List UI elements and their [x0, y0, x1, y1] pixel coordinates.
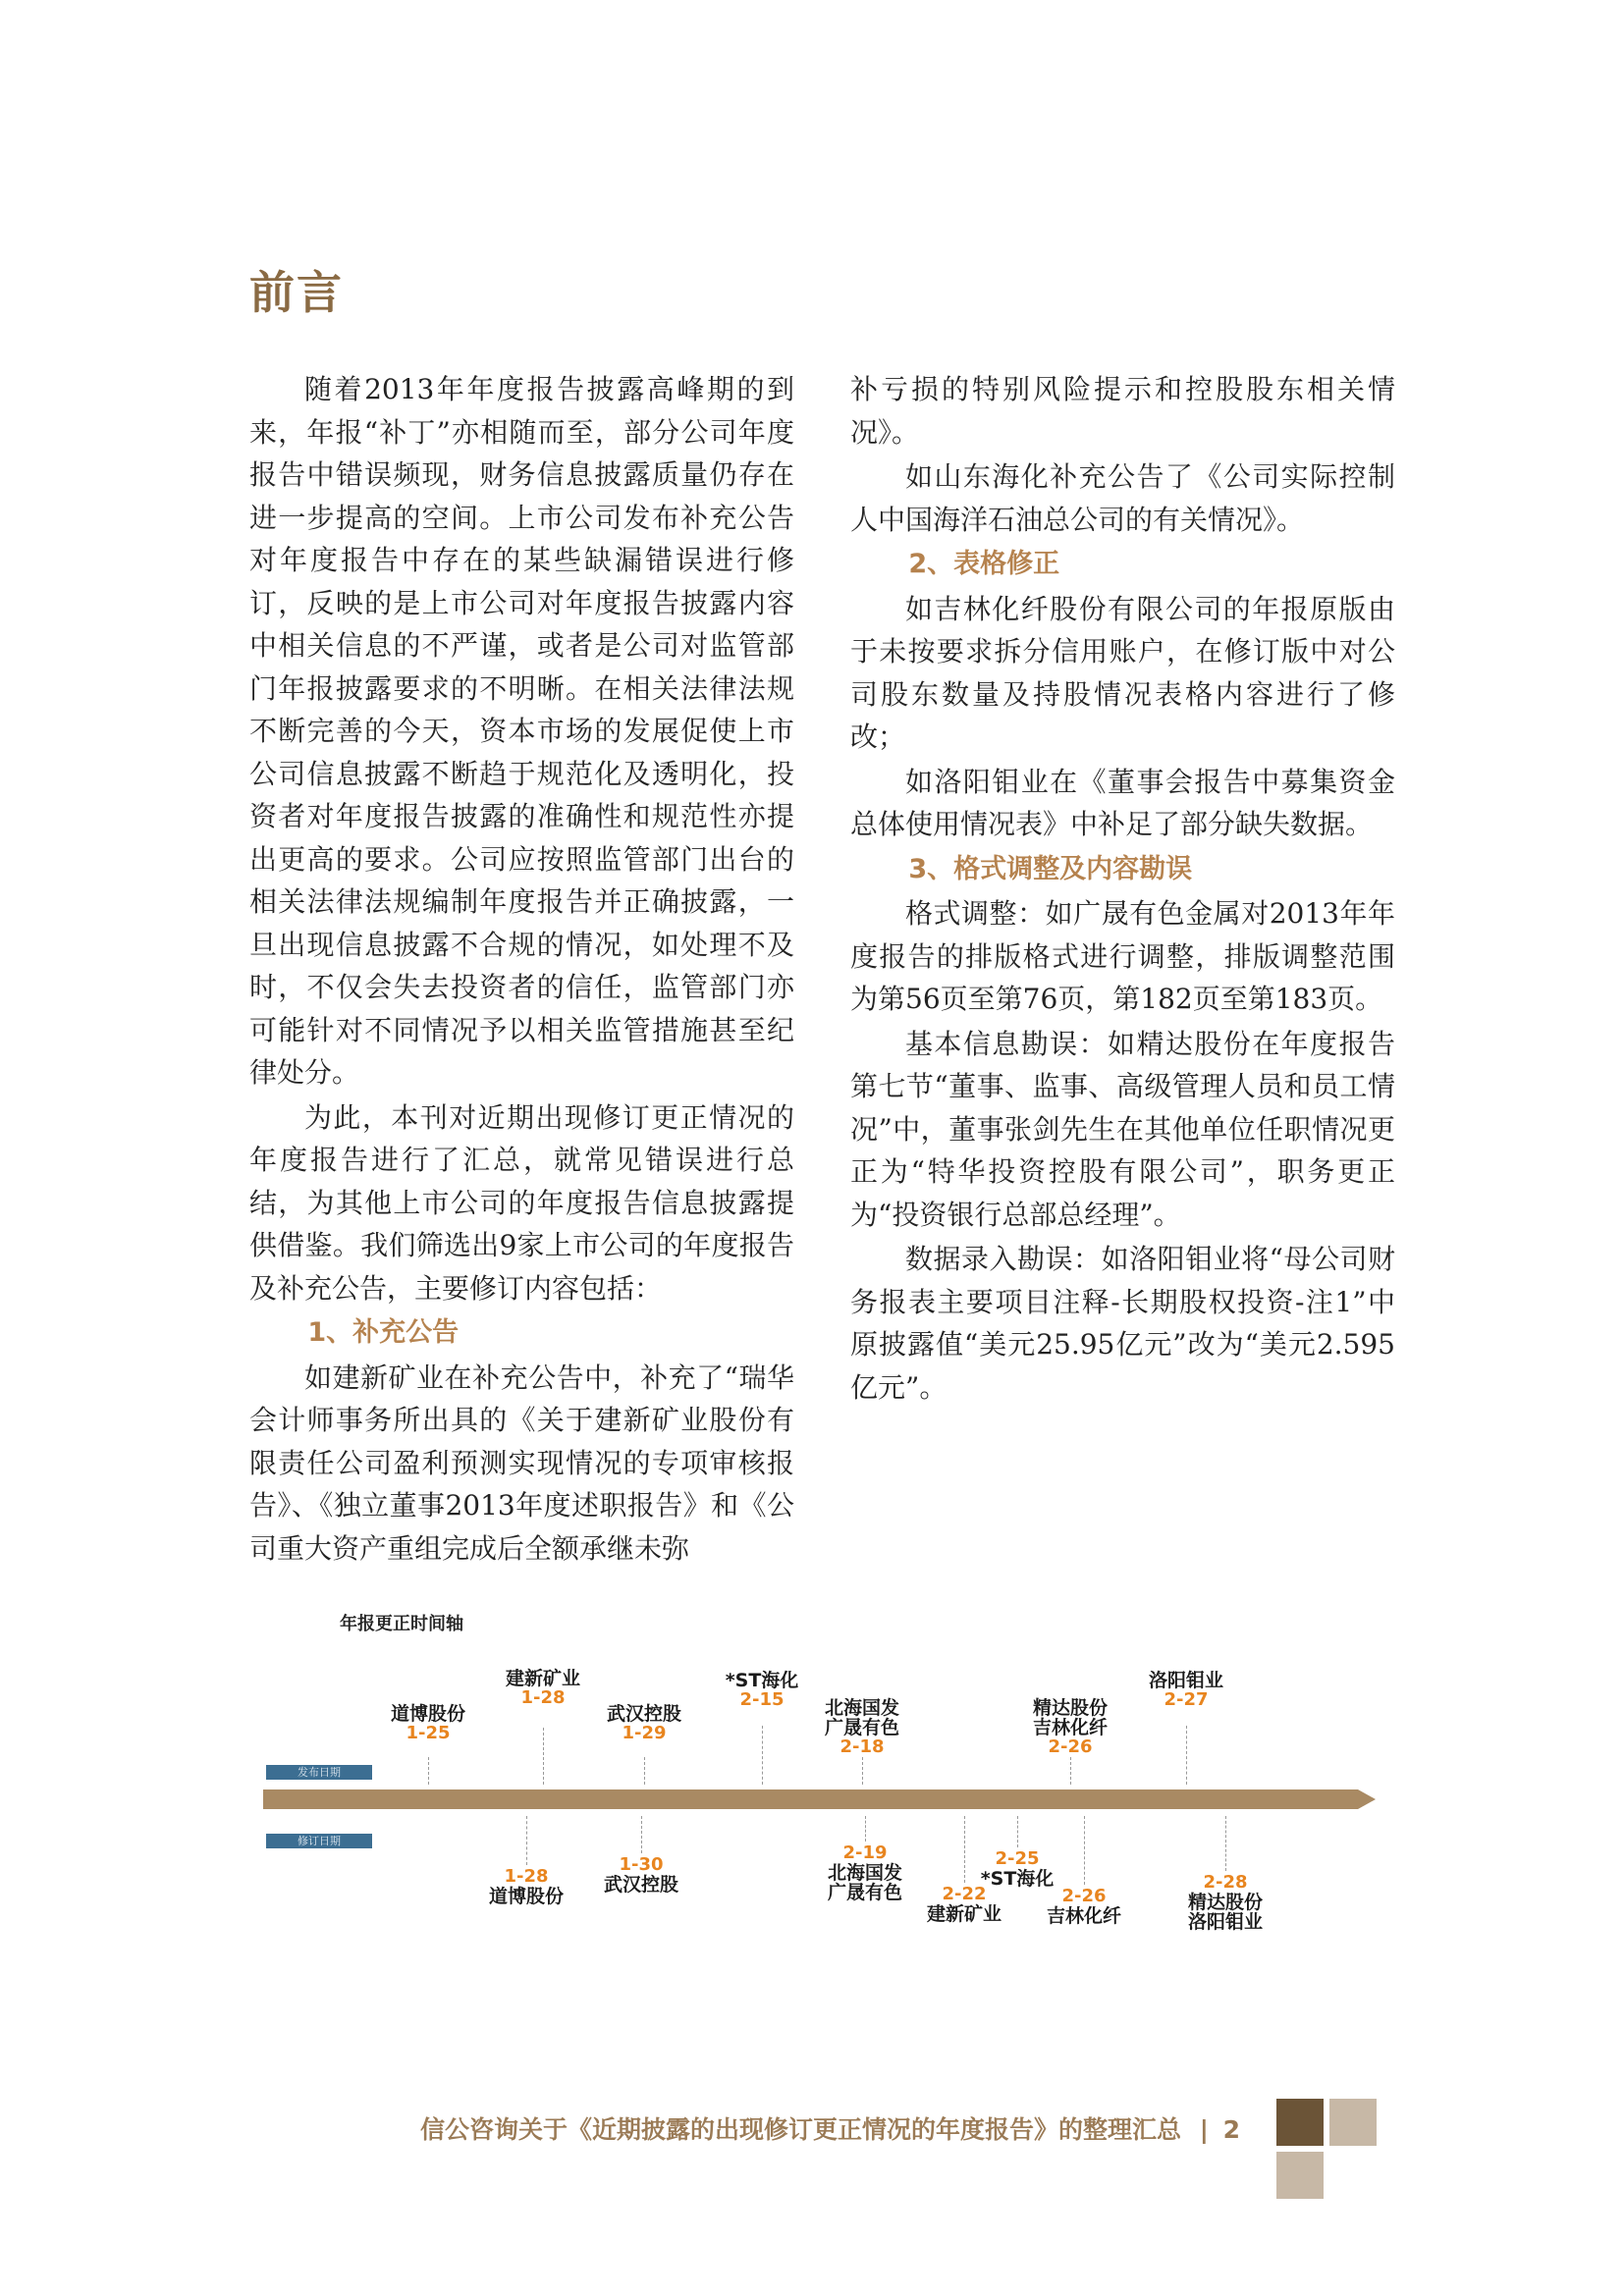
event-date: 2-25 [995, 1848, 1040, 1869]
event-date: 1-28 [520, 1687, 566, 1708]
event-tick [1186, 1726, 1187, 1785]
publish-event [1117, 1671, 1255, 1710]
subheading: 2、表格修正 [908, 549, 1060, 579]
revise-event [948, 1849, 1086, 1889]
event-name: 北海国发 广晟有色 [824, 1697, 899, 1738]
decor-square-light [1276, 2152, 1324, 2199]
event-date: 2-22 [942, 1884, 987, 1904]
event-name: *ST海化 [725, 1670, 799, 1691]
event-tick [1070, 1757, 1071, 1785]
event-name: 建新矿业 [926, 1903, 1001, 1925]
revise-event [1157, 1873, 1294, 1932]
event-name: 精达股份 吉林化纤 [1032, 1697, 1108, 1738]
timeline-figure [263, 1610, 1392, 1963]
timeline-arrow [263, 1787, 1378, 1812]
paragraph: 如洛阳钼业在《董事会报告中募集资金总体使用情况表》中补足了部分缺失数据。 [850, 765, 1395, 840]
event-tick [1084, 1816, 1085, 1885]
revise-event [1015, 1887, 1153, 1926]
paragraph: 数据录入勘误：如洛阳钼业将“母公司财务报表主要项目注释-长期股权投资-注1”中原披露值“美元25.95亿元”改为“美元2.595亿元”。 [850, 1243, 1395, 1404]
paragraph: 如建新矿业在补充公告中，补充了“瑞华会计师事务所出具的《关于建新矿业股份有限责任公司盈利预测实现情况的专项审核报告》、《独立董事2013年度述职报告》和《公司重大资产重组完成后全额承继未弥 [249, 1361, 794, 1565]
event-tick [762, 1726, 763, 1785]
event-date: 2-15 [739, 1689, 785, 1710]
event-tick [865, 1816, 866, 1842]
revise-event [572, 1855, 710, 1895]
event-tick [644, 1757, 645, 1785]
event-date: 2-19 [842, 1842, 888, 1863]
event-name: *ST海化 [980, 1868, 1055, 1890]
event-name: 道博股份 [390, 1703, 465, 1725]
publish-event [575, 1704, 713, 1743]
decor-square-light [1329, 2099, 1377, 2146]
subheading: 3、格式调整及内容勘误 [908, 853, 1193, 884]
event-date: 2-26 [1048, 1736, 1093, 1757]
paragraph: 格式调整：如广晟有色金属对2013年年度报告的排版格式进行调整，排版调整范围为第56页至第76页，第182页至第183页。 [850, 897, 1395, 1015]
paragraph: 补亏损的特别风险提示和控股股东相关情况》。 [850, 373, 1395, 449]
decor-square-dark [1276, 2099, 1324, 2146]
event-tick [1225, 1816, 1226, 1871]
event-tick [641, 1816, 642, 1853]
event-name: 洛阳钼业 [1148, 1670, 1223, 1691]
footer-separator: | [1199, 2115, 1209, 2144]
publish-event [793, 1698, 931, 1757]
publish-event [474, 1669, 612, 1708]
event-date: 1-29 [622, 1723, 667, 1743]
event-date: 1-28 [504, 1866, 549, 1887]
paragraph: 如吉林化纤股份有限公司的年报原版由于未按要求拆分信用账户，在修订版中对公司股东数量及持股情况表格内容进行了修改； [850, 592, 1395, 753]
event-name: 建新矿业 [505, 1668, 580, 1689]
event-tick [428, 1757, 429, 1785]
subheading: 1、补充公告 [307, 1317, 460, 1348]
page-title: 前言 [249, 266, 344, 319]
event-date: 1-30 [619, 1854, 664, 1875]
event-name: 精达股份 洛阳钼业 [1187, 1892, 1263, 1933]
event-name: 武汉控股 [603, 1874, 678, 1896]
publish-event [359, 1704, 497, 1743]
page-number: 2 [1222, 2115, 1240, 2144]
event-date: 2-27 [1164, 1689, 1209, 1710]
timeline-title: 年报更正时间轴 [340, 1614, 463, 1634]
event-tick [543, 1728, 544, 1785]
right-column [850, 368, 1395, 1411]
paragraph: 基本信息勘误：如精达股份在年度报告第七节“董事、监事、高级管理人员和员工情况”中，董事张剑先生在其他单位任职情况更正为“特华投资控股有限公司”，职务更正为“投资银行总部总经理”。 [850, 1027, 1395, 1231]
event-tick [1017, 1816, 1018, 1847]
event-name: 吉林化纤 [1046, 1905, 1121, 1927]
event-tick [862, 1757, 863, 1785]
paragraph: 为此，本刊对近期出现修订更正情况的年度报告进行了汇总，就常见错误进行总结，为其他上市公司的年度报告信息披露提供借鉴。我们筛选出9家上市公司的年度报告及补充公告，主要修订内容包括： [249, 1100, 794, 1305]
event-date: 1-25 [406, 1723, 451, 1743]
event-name: 北海国发 广晟有色 [827, 1862, 902, 1903]
event-date: 2-26 [1061, 1886, 1107, 1906]
event-name: 武汉控股 [606, 1703, 681, 1725]
paragraph: 随着2013年年度报告披露高峰期的到来，年报“补丁”亦相随而至，部分公司年度报告中错误频现，财务信息披露质量仍存在进一步提高的空间。上市公司发布补充公告对年度报告中存在的某些缺漏错误进行修订，反映的是上市公司对年度报告披露内容中相关信息的不严谨，或者是公司对监管部门年报披露要求的不明晰。在相关法律法规不断完善的今天，资本市场的发展促使上市公司信息披露不断趋于规范化及透明化，投资者对年度报告披露的准确性和规范性亦提出更高的要求。公司应按照监管部门出台的相关法律法规编制年度报告并正确披露，一旦出现信息披露不合规的情况，如处理不及时，不仅会失去投资者的信任，监管部门亦可能针对不同情况予以相关监管措施甚至纪律处分。 [249, 373, 794, 1089]
event-tick [526, 1816, 527, 1865]
paragraph: 如山东海化补充公告了《公司实际控制人中国海洋石油总公司的有关情况》。 [850, 460, 1395, 536]
event-date: 2-18 [839, 1736, 885, 1757]
event-name: 道博股份 [488, 1886, 564, 1907]
left-column [249, 368, 794, 1572]
footer-title: 信公咨询关于《近期披露的出现修订更正情况的年度报告》的整理汇总 [420, 2115, 1182, 2144]
revise-event [895, 1885, 1033, 1924]
event-date: 2-28 [1203, 1872, 1248, 1893]
footer-text [420, 2110, 1240, 2146]
revise-date-tag: 修订日期 [266, 1834, 372, 1848]
publish-date-tag: 发布日期 [266, 1765, 372, 1780]
